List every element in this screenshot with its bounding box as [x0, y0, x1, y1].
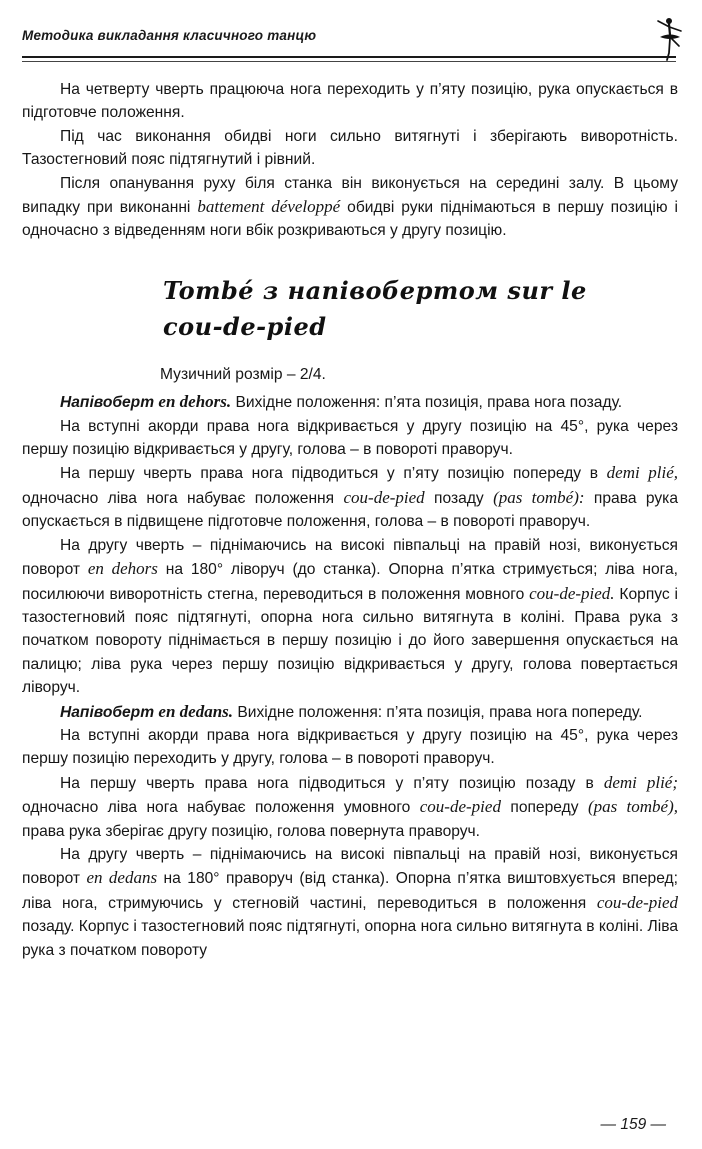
paragraph-text: права рука опускається в підвищене підготовче положення, голова – в повороті праворуч.: [22, 489, 678, 531]
paragraph-text: позаду. Корпус і тазостегновий пояс підтягнуті, опорна нога сильно витягнута в коліні. Ліва рука з початком повороту: [22, 918, 678, 959]
paragraph-text: На першу чверть права нога підводиться у п’яту позицію попереду в: [60, 465, 607, 483]
paragraph-text: одночасно ліва нога набуває положення умовного: [22, 799, 420, 817]
paragraph-text: Корпус і тазостегновий пояс підтягнуті, опорна нога сильно витягнута в коліні. Права рука з початком повороту піднімається в першу позицію і до його завершення опускається на палицю; ліва рука через першу позицію відкривається у другу, голова повертається ліворуч.: [22, 585, 679, 697]
term-text: en dehors.: [158, 392, 232, 412]
paragraph-text: одночасно ліва нога набуває положення: [22, 489, 344, 507]
paragraph: [22, 125, 678, 172]
paragraph-text: на 180° ліворуч (до станка). Опорна п’ятка стримується; ліва нога, посилюючи виворотність стегна, переводиться в положення мовного: [22, 561, 679, 603]
paragraph-text: позаду: [424, 489, 494, 507]
paragraph: [22, 172, 678, 243]
term-text: cou-de-pied: [596, 892, 678, 912]
running-header: Методика викладання класичного танцю: [22, 28, 317, 43]
body-text: [22, 78, 678, 962]
term-text: cou-de-pied: [419, 797, 501, 817]
paragraph: [22, 78, 678, 125]
paragraph: [22, 843, 678, 962]
paragraph: [22, 724, 678, 771]
paragraph-text: На четверту чверть працююча нога переходить у п’яту позицію, рука опускається в підготовче положення.: [22, 81, 678, 122]
page-number: — 159 —: [600, 1116, 666, 1133]
header-rule-thin: [22, 61, 676, 62]
paragraph-text: На вступні акорди права нога відкривається у другу позицію на 45°, рука через першу позицію переходить у другу, голова – в повороті праворуч.: [22, 726, 678, 768]
term-text: Напівоберт: [60, 703, 159, 721]
paragraph-text: На першу чверть права нога підводиться у п’яту позицію позаду в: [60, 774, 604, 792]
paragraph: [22, 534, 678, 700]
term-text: demi plié,: [606, 463, 678, 483]
term-text: battement développé: [197, 197, 341, 217]
term-text: en dedans: [86, 868, 158, 888]
paragraph-text: на 180° праворуч (від станка). Опорна п’ятка виштовхується вперед; ліва нога, стримуючись у стегновій частині, переводиться в положення: [22, 870, 678, 912]
header-rule: [22, 56, 676, 58]
paragraph-text: Після опанування руху біля станка він виконується на середині залу. В цьому випадку при виконанні: [22, 174, 678, 217]
paragraph-text: Під час виконання обидві ноги сильно витягнуті і зберігають виворотність. Тазостегновий пояс підтягнутий і рівний.: [22, 127, 678, 169]
paragraph-text: попереду: [500, 799, 588, 817]
term-text: (pas tombé),: [587, 797, 679, 817]
paragraph: [22, 461, 678, 533]
paragraph-text: Вихідне положення: п’ята позиція, права нога позаду.: [231, 394, 623, 412]
paragraph: [22, 415, 678, 462]
term-text: cou-de-pied: [343, 487, 425, 507]
section-title-line-2: cou-de-pied: [163, 311, 327, 341]
paragraph: [22, 700, 678, 724]
paragraph-text: На другу чверть – піднімаючись на високі півпальці на правій нозі, виконується поворот: [22, 536, 678, 579]
term-text: en dedans.: [158, 701, 234, 721]
paragraph: [22, 771, 678, 843]
paragraph-text: права рука зберігає другу позицію, голова повернута праворуч.: [22, 822, 480, 840]
term-text: demi plié;: [603, 772, 678, 792]
paragraph-text: Вихідне положення: п’ята позиція, права нога попереду.: [233, 703, 643, 721]
term-text: (pas tombé):: [493, 487, 585, 507]
paragraph-text: На другу чверть – піднімаючись на високі півпальці на правій нозі, виконується поворот: [22, 845, 678, 888]
section-paragraphs: [22, 390, 678, 962]
paragraph-text: обидві руки піднімаються в першу позицію і одночасно з відведенням ноги вбік розкриваються у другу позицію.: [22, 199, 678, 240]
term-text: cou-de-pied.: [529, 583, 615, 603]
paragraph: [22, 390, 678, 414]
section-title-line-1: Tombé з напівобертом sur le: [163, 275, 587, 305]
section-title: [163, 273, 678, 345]
paragraph-text: На вступні акорди права нога відкривається у другу позицію на 45°, рука через першу позицію відкривається у другу, голова – в повороті праворуч.: [22, 417, 678, 459]
intro-paragraphs: [22, 78, 678, 243]
term-text: en dehors: [87, 559, 158, 579]
music-meter: Музичний розмір – 2/4.: [160, 365, 326, 383]
term-text: Напівоберт: [60, 394, 159, 412]
